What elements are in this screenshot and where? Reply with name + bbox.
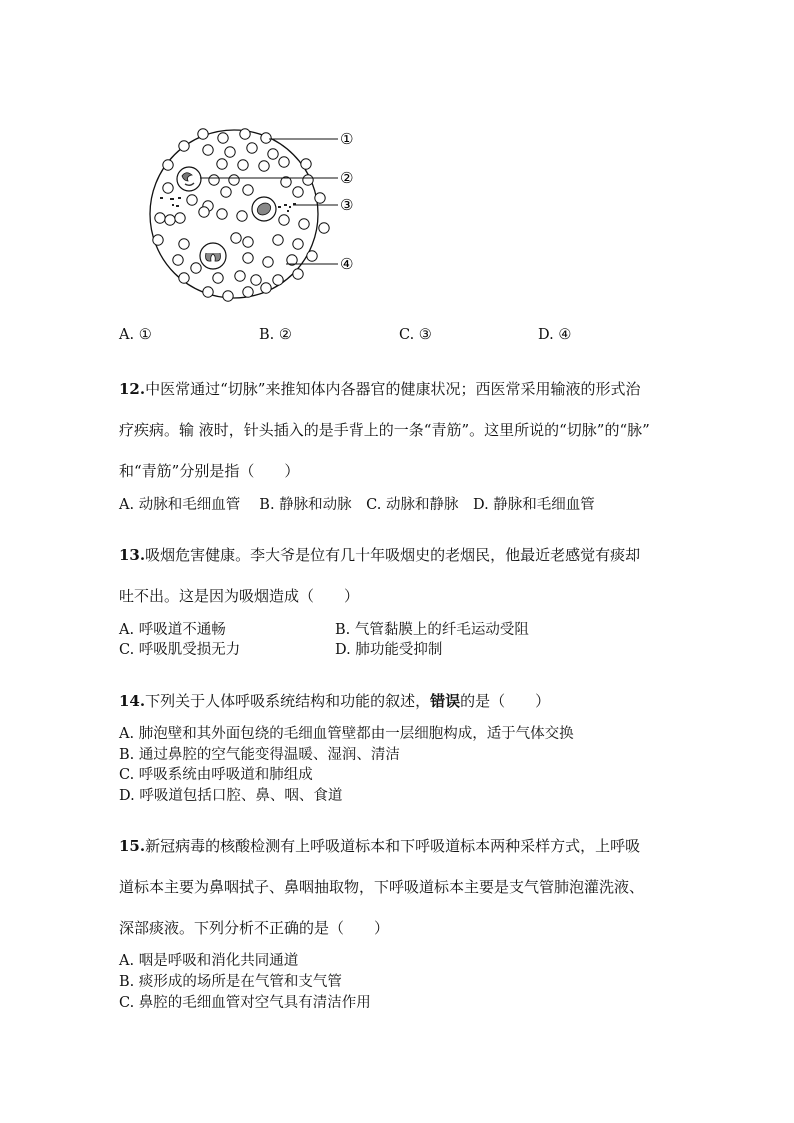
red-blood-cell: [199, 207, 209, 217]
red-blood-cell: [223, 291, 233, 301]
q12-stem-line1: [119, 378, 640, 399]
red-blood-cell: [293, 187, 303, 197]
red-blood-cell: [217, 159, 227, 169]
q15-stem-line3: 深部痰液。下列分析不正确的是（ ）: [119, 919, 390, 937]
red-blood-cell: [243, 237, 253, 247]
red-blood-cell: [259, 161, 269, 171]
red-blood-cell: [273, 275, 283, 285]
q15-option-a[interactable]: A. 咽是呼吸和消化共同通道: [119, 953, 299, 969]
red-blood-cell: [315, 193, 325, 203]
red-blood-cell: [293, 269, 303, 279]
red-blood-cell: [243, 287, 253, 297]
q13-stem-line2: 吐不出。这是因为吸烟造成（ ）: [119, 587, 360, 605]
red-blood-cell: [179, 239, 189, 249]
q14-stem-text-2: 的是（ ）: [460, 692, 551, 710]
blood-smear-diagram: [148, 120, 368, 310]
red-blood-cell: [235, 271, 245, 281]
figure-label-1: ①: [340, 130, 354, 148]
red-blood-cell: [261, 133, 271, 143]
red-blood-cell: [179, 273, 189, 283]
q13-option-b[interactable]: B. 气管黏膜上的纤毛运动受阻: [335, 622, 529, 638]
q14-stem: [119, 690, 550, 711]
q12-stem-line2: 疗疾病。输 液时，针头插入的是手背上的一条“青筋”。这里所说的“切脉”的“脉”: [119, 421, 650, 439]
q15-option-c[interactable]: C. 鼻腔的毛细血管对空气具有清洁作用: [119, 995, 371, 1011]
red-blood-cell: [209, 175, 219, 185]
red-blood-cell: [263, 257, 273, 267]
q14-option-d[interactable]: D. 呼吸道包括口腔、鼻、咽、食道: [119, 788, 343, 804]
red-blood-cell: [165, 215, 175, 225]
q14-option-b[interactable]: B. 通过鼻腔的空气能变得温暖、湿润、清洁: [119, 747, 400, 763]
q14-stem-text-1: 下列关于人体呼吸系统结构和功能的叙述，: [145, 692, 431, 710]
red-blood-cell: [217, 209, 227, 219]
red-blood-cell: [213, 273, 223, 283]
red-blood-cell: [247, 143, 257, 153]
red-blood-cell: [203, 145, 213, 155]
red-blood-cell: [218, 133, 228, 143]
red-blood-cell: [173, 255, 183, 265]
red-blood-cell: [198, 129, 208, 139]
white-blood-cell-2: [252, 197, 276, 221]
red-blood-cell: [279, 215, 289, 225]
q13-line1-text: 吸烟危害健康。李大爷是位有几十年吸烟史的老烟民，他最近老感觉有痰却: [145, 546, 641, 564]
q12-options[interactable]: A. 动脉和毛细血管 B. 静脉和动脉 C. 动脉和静脉 D. 静脉和毛细血管: [119, 497, 595, 513]
red-blood-cell: [163, 183, 173, 193]
red-blood-cells: [153, 129, 329, 301]
red-blood-cell: [251, 275, 261, 285]
red-blood-cell: [307, 251, 317, 261]
red-blood-cell: [273, 235, 283, 245]
q14-number: 14.: [119, 692, 146, 710]
red-blood-cell: [237, 211, 247, 221]
red-blood-cell: [279, 157, 289, 167]
q13-option-d[interactable]: D. 肺功能受抑制: [335, 642, 443, 658]
q13-number: 13.: [119, 546, 146, 564]
red-blood-cell: [301, 159, 311, 169]
red-blood-cell: [175, 213, 185, 223]
figure-label-3: ③: [340, 196, 354, 214]
q11-option-c[interactable]: C. ③: [399, 327, 432, 343]
q12-number: 12.: [119, 380, 146, 398]
red-blood-cell: [225, 147, 235, 157]
q13-option-a[interactable]: A. 呼吸道不通畅: [119, 622, 226, 638]
q13-option-c[interactable]: C. 呼吸肌受损无力: [119, 642, 241, 658]
white-blood-cell-1: [177, 167, 201, 191]
red-blood-cell: [187, 195, 197, 205]
q15-number: 15.: [119, 837, 146, 855]
red-blood-cell: [303, 175, 313, 185]
red-blood-cell: [240, 129, 250, 139]
red-blood-cell: [293, 239, 303, 249]
figure-label-4: ④: [340, 255, 354, 273]
figure-label-2: ②: [340, 169, 354, 187]
q15-option-b[interactable]: B. 痰形成的场所是在气管和支气管: [119, 974, 342, 990]
q13-stem-line1: [119, 544, 640, 565]
q15-line1-text: 新冠病毒的核酸检测有上呼吸道标本和下呼吸道标本两种采样方式，上呼吸: [145, 837, 641, 855]
red-blood-cell: [268, 149, 278, 159]
red-blood-cell: [231, 233, 241, 243]
red-blood-cell: [153, 235, 163, 245]
red-blood-cell: [243, 253, 253, 263]
q14-stem-emphasis: 错误: [430, 692, 461, 710]
red-blood-cell: [179, 141, 189, 151]
q12-line1-text: 中医常通过“切脉”来推知体内各器官的健康状况；西医常采用输液的形式治: [145, 380, 641, 398]
red-blood-cell: [163, 160, 173, 170]
red-blood-cell: [191, 263, 201, 273]
q11-option-b[interactable]: B. ②: [259, 327, 292, 343]
red-blood-cell: [229, 175, 239, 185]
q14-option-c[interactable]: C. 呼吸系统由呼吸道和肺组成: [119, 767, 313, 783]
red-blood-cell: [243, 185, 253, 195]
red-blood-cell: [203, 287, 213, 297]
q12-stem-line3: 和“青筋”分别是指（ ）: [119, 462, 300, 480]
q11-option-a[interactable]: A. ①: [119, 327, 152, 343]
white-blood-cell-3: [200, 243, 226, 269]
red-blood-cell: [299, 219, 309, 229]
q15-stem-line1: [119, 835, 640, 856]
red-blood-cell: [155, 213, 165, 223]
q14-option-a[interactable]: A. 肺泡壁和其外面包绕的毛细血管壁都由一层细胞构成，适于气体交换: [119, 726, 574, 742]
red-blood-cell: [261, 283, 271, 293]
q15-stem-line2: 道标本主要为鼻咽拭子、鼻咽抽取物，下呼吸道标本主要是支气管肺泡灌洗液、: [119, 878, 645, 896]
red-blood-cell: [319, 223, 329, 233]
blood-smear-figure: [148, 120, 368, 310]
q11-option-d[interactable]: D. ④: [538, 327, 572, 343]
red-blood-cell: [238, 160, 248, 170]
red-blood-cell: [221, 187, 231, 197]
